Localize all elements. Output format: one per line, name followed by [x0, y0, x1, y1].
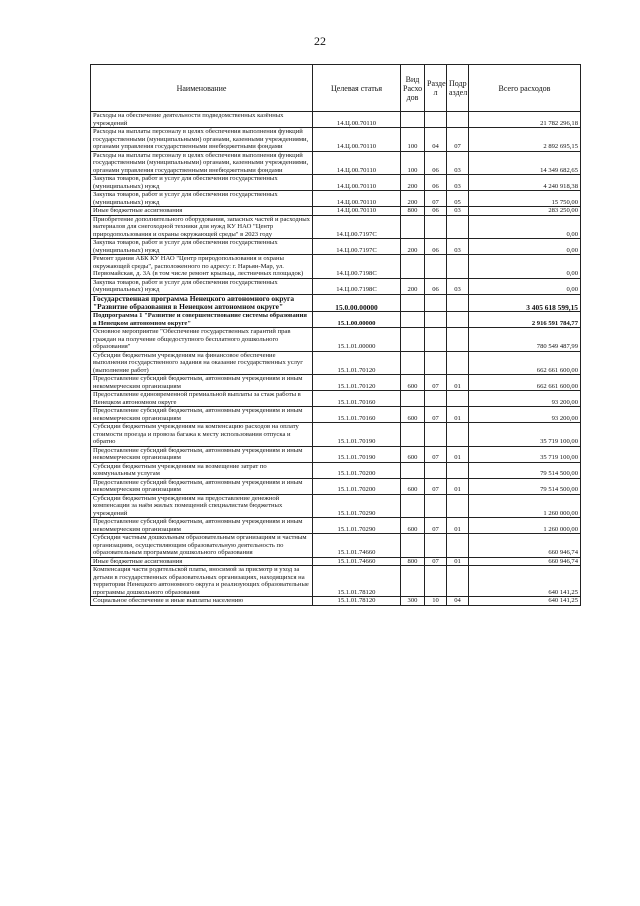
row-name-cell: Субсидии бюджетным учреждениям на предоставление денежной компенсации за наём жилых помещений специалистам бюджетных учреждений	[91, 494, 313, 518]
row-section-cell	[425, 423, 447, 447]
row-section-cell	[425, 351, 447, 375]
row-type-cell	[401, 391, 425, 407]
row-type-cell: 300	[401, 597, 425, 606]
table-row	[91, 478, 581, 494]
row-section-cell	[425, 328, 447, 352]
row-name-cell: Закупка товаров, работ и услуг для обеспечения государственных (муниципальных) нужд	[91, 239, 313, 255]
table-row	[91, 278, 581, 294]
row-subsection-cell: 03	[447, 207, 469, 216]
row-subsection-cell	[447, 294, 469, 312]
row-total-cell: 93 200,00	[469, 407, 581, 423]
table-row	[91, 518, 581, 534]
row-section-cell	[425, 112, 447, 128]
row-total-cell: 35 719 100,00	[469, 446, 581, 462]
row-type-cell: 200	[401, 278, 425, 294]
table-row	[91, 151, 581, 175]
table-row	[91, 255, 581, 279]
row-code-cell: 15.1.01.70290	[313, 494, 401, 518]
row-name-cell: Закупка товаров, работ и услуг для обеспечения государственных (муниципальных) нужд	[91, 175, 313, 191]
row-name-cell: Расходы на обеспечение деятельности подведомственных казённых учреждений	[91, 112, 313, 128]
row-section-cell: 06	[425, 151, 447, 175]
row-code-cell: 15.1.01.70120	[313, 375, 401, 391]
row-type-cell: 800	[401, 557, 425, 566]
row-section-cell: 07	[425, 478, 447, 494]
row-type-cell: 600	[401, 407, 425, 423]
row-code-cell: 14.Ц.00.70110	[313, 191, 401, 207]
row-type-cell: 200	[401, 175, 425, 191]
row-name-cell: Государственная программа Ненецкого автономного округа "Развитие образования в Ненецком автономном округе"	[91, 294, 313, 312]
row-name-cell: Предоставление субсидий бюджетным, автономным учреждениям и иным некоммерческим организациям	[91, 478, 313, 494]
row-total-cell: 0,00	[469, 239, 581, 255]
row-code-cell: 14.Ц.00.7198С	[313, 255, 401, 279]
row-section-cell: 07	[425, 518, 447, 534]
row-section-cell: 04	[425, 128, 447, 152]
table-row	[91, 534, 581, 558]
page-number: 22	[314, 34, 326, 48]
row-name-cell: Субсидии бюджетным учреждениям на финансовое обеспечение выполнения государственного задания на оказание государственных услуг (выполнение работ)	[91, 351, 313, 375]
row-section-cell: 07	[425, 557, 447, 566]
row-code-cell: 15.1.01.70200	[313, 478, 401, 494]
row-name-cell: Предоставление субсидий бюджетным, автономным учреждениям и иным некоммерческим организациям	[91, 375, 313, 391]
row-total-cell: 4 240 918,38	[469, 175, 581, 191]
row-subsection-cell	[447, 215, 469, 239]
row-code-cell: 15.1.01.78120	[313, 597, 401, 606]
row-type-cell: 800	[401, 207, 425, 216]
row-section-cell	[425, 255, 447, 279]
table-row	[91, 446, 581, 462]
table-row	[91, 207, 581, 216]
row-type-cell: 600	[401, 478, 425, 494]
row-subsection-cell: 03	[447, 151, 469, 175]
budget-table	[90, 64, 581, 606]
row-name-cell: Закупка товаров, работ и услуг для обеспечения государственных (муниципальных) нужд	[91, 278, 313, 294]
row-name-cell: Предоставление субсидий бюджетным, автономным учреждениям и иным некоммерческим организациям	[91, 446, 313, 462]
table-row	[91, 407, 581, 423]
row-code-cell: 15.1.01.70190	[313, 446, 401, 462]
row-subsection-cell	[447, 328, 469, 352]
row-total-cell: 93 200,00	[469, 391, 581, 407]
row-subsection-cell: 01	[447, 557, 469, 566]
row-name-cell: Иные бюджетные ассигнования	[91, 207, 313, 216]
row-code-cell: 14.Ц.00.70110	[313, 175, 401, 191]
row-code-cell: 15.1.01.70160	[313, 391, 401, 407]
row-code-cell: 15.1.01.70160	[313, 407, 401, 423]
table-row	[91, 239, 581, 255]
row-type-cell: 200	[401, 239, 425, 255]
row-total-cell: 662 661 600,00	[469, 351, 581, 375]
row-type-cell	[401, 255, 425, 279]
row-total-cell: 660 946,74	[469, 534, 581, 558]
table-row	[91, 351, 581, 375]
row-section-cell	[425, 294, 447, 312]
row-name-cell: Социальное обеспечение и иные выплаты населению	[91, 597, 313, 606]
row-total-cell: 14 349 682,65	[469, 151, 581, 175]
table-row	[91, 494, 581, 518]
row-total-cell: 640 141,25	[469, 566, 581, 597]
row-subsection-cell: 03	[447, 175, 469, 191]
header-section: Разде л	[425, 65, 447, 112]
row-section-cell: 10	[425, 597, 447, 606]
row-subsection-cell	[447, 494, 469, 518]
row-subsection-cell: 01	[447, 375, 469, 391]
row-type-cell	[401, 215, 425, 239]
row-code-cell: 14.Ц.00.7198С	[313, 278, 401, 294]
table-header-row	[91, 65, 581, 112]
row-type-cell: 600	[401, 446, 425, 462]
row-section-cell: 06	[425, 278, 447, 294]
row-type-cell: 600	[401, 518, 425, 534]
table-row	[91, 423, 581, 447]
row-subsection-cell: 01	[447, 446, 469, 462]
row-code-cell: 15.0.00.00000	[313, 294, 401, 312]
header-subsection: Подр аздел	[447, 65, 469, 112]
table-row	[91, 175, 581, 191]
row-total-cell: 780 549 487,99	[469, 328, 581, 352]
row-subsection-cell: 05	[447, 191, 469, 207]
row-total-cell: 1 260 000,00	[469, 518, 581, 534]
row-type-cell	[401, 312, 425, 328]
table-row	[91, 294, 581, 312]
row-type-cell	[401, 462, 425, 478]
row-total-cell: 660 946,74	[469, 557, 581, 566]
row-subsection-cell	[447, 351, 469, 375]
row-name-cell: Ремонт здания АБК КУ НАО "Центр природопользования и охраны окружающей среды", расположенного по адресу: г. Нарьян-Мар, ул. Первомайская, д. 3А (в том числе ремонт крыльца, лестничных площадок)	[91, 255, 313, 279]
table-row	[91, 191, 581, 207]
row-subsection-cell: 07	[447, 128, 469, 152]
row-subsection-cell: 03	[447, 239, 469, 255]
row-code-cell: 15.1.01.00000	[313, 328, 401, 352]
row-total-cell: 283 250,00	[469, 207, 581, 216]
row-name-cell: Предоставление субсидий бюджетным, автономным учреждениям и иным некоммерческим организациям	[91, 407, 313, 423]
row-subsection-cell: 04	[447, 597, 469, 606]
row-subsection-cell	[447, 462, 469, 478]
row-name-cell: Основное мероприятие "Обеспечение государственных гарантий прав граждан на получение общедоступного бесплатного дошкольного образования"	[91, 328, 313, 352]
row-total-cell: 21 782 296,18	[469, 112, 581, 128]
row-section-cell: 07	[425, 446, 447, 462]
row-subsection-cell	[447, 391, 469, 407]
row-subsection-cell	[447, 534, 469, 558]
row-name-cell: Компенсация части родительской платы, вносимой за присмотр и уход за детьми в государственных образовательных организациях, находящихся на территории Ненецкого автономного округа и реализующих образовательные программы дошкольного образования	[91, 566, 313, 597]
row-code-cell: 14.Ц.00.70110	[313, 151, 401, 175]
table-row	[91, 597, 581, 606]
row-type-cell: 200	[401, 191, 425, 207]
table-row	[91, 215, 581, 239]
row-code-cell: 15.1.01.70120	[313, 351, 401, 375]
row-type-cell	[401, 328, 425, 352]
row-code-cell: 14.Ц.00.7197С	[313, 239, 401, 255]
row-section-cell: 06	[425, 239, 447, 255]
row-code-cell: 14.Ц.00.7197С	[313, 215, 401, 239]
table-row	[91, 557, 581, 566]
row-subsection-cell	[447, 566, 469, 597]
row-name-cell: Предоставление субсидий бюджетным, автономным учреждениям и иным некоммерческим организациям	[91, 518, 313, 534]
row-section-cell	[425, 462, 447, 478]
row-total-cell: 0,00	[469, 278, 581, 294]
row-type-cell: 100	[401, 151, 425, 175]
row-total-cell: 640 141,25	[469, 597, 581, 606]
row-type-cell: 100	[401, 128, 425, 152]
row-total-cell: 35 719 100,00	[469, 423, 581, 447]
table-row	[91, 375, 581, 391]
row-section-cell	[425, 312, 447, 328]
table-row	[91, 566, 581, 597]
table-row	[91, 328, 581, 352]
row-code-cell: 15.1.01.78120	[313, 566, 401, 597]
table-row	[91, 462, 581, 478]
row-total-cell: 0,00	[469, 215, 581, 239]
row-subsection-cell	[447, 423, 469, 447]
row-code-cell: 14.Ц.00.70110	[313, 207, 401, 216]
row-total-cell: 0,00	[469, 255, 581, 279]
table-row	[91, 391, 581, 407]
row-subsection-cell	[447, 312, 469, 328]
header-type: Вид Расхо дов	[401, 65, 425, 112]
row-section-cell: 07	[425, 191, 447, 207]
row-code-cell: 15.1.01.70190	[313, 423, 401, 447]
row-section-cell	[425, 566, 447, 597]
row-name-cell: Субсидии бюджетным учреждениям на возмещение затрат по коммунальным услугам	[91, 462, 313, 478]
table-row	[91, 312, 581, 328]
row-total-cell: 79 514 500,00	[469, 478, 581, 494]
row-code-cell: 15.1.00.00000	[313, 312, 401, 328]
row-total-cell: 3 405 618 599,15	[469, 294, 581, 312]
row-type-cell	[401, 351, 425, 375]
row-name-cell: Расходы на выплаты персоналу в целях обеспечения выполнения функций государственными (муниципальными) органами, казенными учреждениями, органами управления государственными внебюджетными фондами	[91, 128, 313, 152]
row-section-cell	[425, 494, 447, 518]
row-subsection-cell	[447, 255, 469, 279]
row-name-cell: Приобретение дополнительного оборудования, запасных частей и расходных материалов для снегоходной техники для нужд КУ НАО "Центр природопользования и охраны окружающей среды" в 2023 году	[91, 215, 313, 239]
row-subsection-cell: 01	[447, 518, 469, 534]
row-code-cell: 15.1.01.74660	[313, 534, 401, 558]
header-name: Наименование	[91, 65, 313, 112]
row-type-cell	[401, 294, 425, 312]
row-type-cell	[401, 423, 425, 447]
row-type-cell	[401, 566, 425, 597]
row-name-cell: Подпрограмма 1 "Развитие и совершенствование системы образования в Ненецком автономном округе"	[91, 312, 313, 328]
row-type-cell: 600	[401, 375, 425, 391]
row-total-cell: 79 514 500,00	[469, 462, 581, 478]
header-total: Всего расходов	[469, 65, 581, 112]
row-type-cell	[401, 534, 425, 558]
row-section-cell	[425, 534, 447, 558]
row-name-cell: Субсидии бюджетным учреждениям на компенсацию расходов на оплату стоимости проезда и провоза багажа к месту использования отпуска и обратно	[91, 423, 313, 447]
row-subsection-cell: 01	[447, 407, 469, 423]
row-section-cell	[425, 215, 447, 239]
header-code: Целевая статья	[313, 65, 401, 112]
table-row	[91, 128, 581, 152]
row-subsection-cell	[447, 112, 469, 128]
table-row	[91, 112, 581, 128]
row-name-cell: Предоставление единовременной премиальной выплаты за стаж работы в Ненецком автономном округе	[91, 391, 313, 407]
row-type-cell	[401, 112, 425, 128]
row-section-cell: 07	[425, 407, 447, 423]
row-section-cell: 07	[425, 375, 447, 391]
row-name-cell: Расходы на выплаты персоналу в целях обеспечения выполнения функций государственными (муниципальными) органами, казенными учреждениями, органами управления государственными внебюджетными фондами	[91, 151, 313, 175]
row-code-cell: 15.1.01.70200	[313, 462, 401, 478]
row-subsection-cell: 01	[447, 478, 469, 494]
row-name-cell: Закупка товаров, работ и услуг для обеспечения государственных (муниципальных) нужд	[91, 191, 313, 207]
row-code-cell: 14.Ц.00.70110	[313, 128, 401, 152]
row-type-cell	[401, 494, 425, 518]
row-total-cell: 15 750,00	[469, 191, 581, 207]
row-total-cell: 2 892 695,15	[469, 128, 581, 152]
row-total-cell: 2 916 591 784,77	[469, 312, 581, 328]
row-code-cell: 15.1.01.74660	[313, 557, 401, 566]
row-total-cell: 1 260 000,00	[469, 494, 581, 518]
row-section-cell: 06	[425, 207, 447, 216]
row-code-cell: 15.1.01.70290	[313, 518, 401, 534]
row-subsection-cell: 03	[447, 278, 469, 294]
row-code-cell: 14.Ц.00.70110	[313, 112, 401, 128]
row-name-cell: Иные бюджетные ассигнования	[91, 557, 313, 566]
row-section-cell: 06	[425, 175, 447, 191]
row-name-cell: Субсидии частным дошкольным образовательным организациям и частным организациям, осуществляющим образовательную деятельность по образовательным программам дошкольного образования	[91, 534, 313, 558]
row-section-cell	[425, 391, 447, 407]
row-total-cell: 662 661 600,00	[469, 375, 581, 391]
